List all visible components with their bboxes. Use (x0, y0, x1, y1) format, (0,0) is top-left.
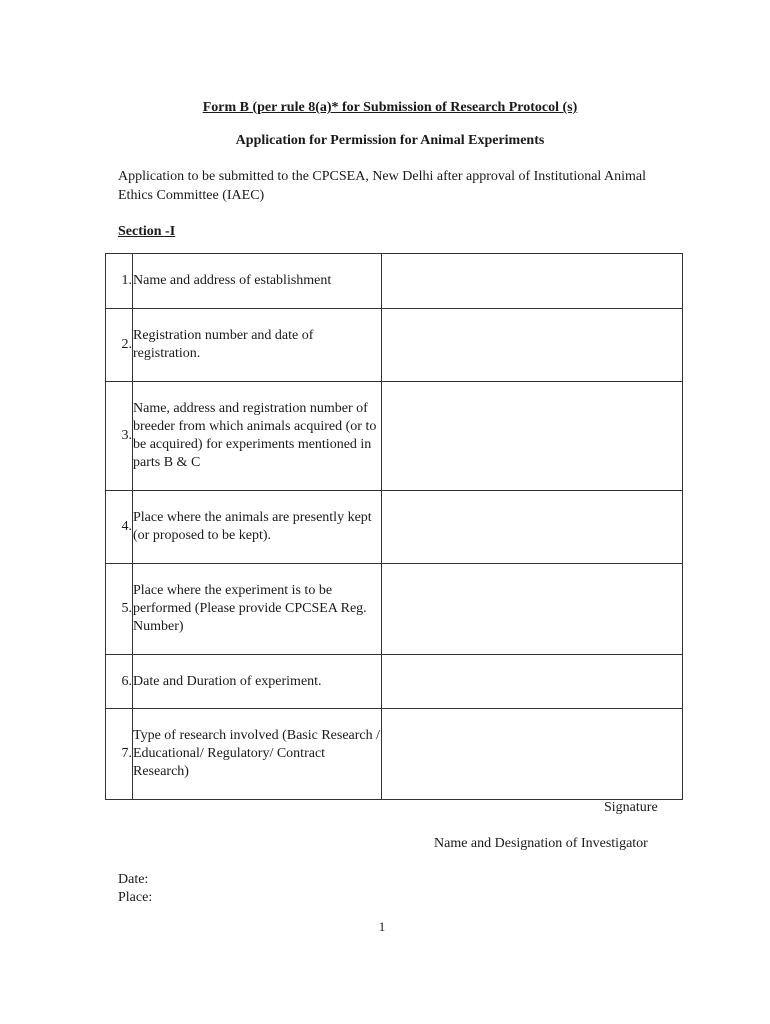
table-row (106, 709, 683, 800)
row-value-field[interactable] (382, 254, 683, 309)
row-value-field[interactable] (382, 655, 683, 709)
application-table (105, 253, 683, 800)
row-label: Name, address and registration number of breeder from which animals acquired (or to be acquired) for experiments mentioned in parts B & C (133, 382, 382, 491)
table-row (106, 564, 683, 655)
table-row (106, 491, 683, 564)
row-value-field[interactable] (382, 564, 683, 655)
row-label: Type of research involved (Basic Research / Educational/ Regulatory/ Contract Research) (133, 709, 382, 800)
row-number: 7. (106, 709, 133, 800)
row-number: 3. (106, 382, 133, 491)
row-label: Place where the experiment is to be performed (Please provide CPCSEA Reg. Number) (133, 564, 382, 655)
table-row (106, 309, 683, 382)
table-row (106, 382, 683, 491)
row-label: Place where the animals are presently kept (or proposed to be kept). (133, 491, 382, 564)
date-label: Date: (118, 872, 149, 887)
table-row (106, 655, 683, 709)
name-designation-label: Name and Designation of Investigator (434, 836, 648, 851)
intro-text: Application to be submitted to the CPCSEA, New Delhi after approval of Institutional Animal Ethics Committee (IAEC) (118, 169, 647, 203)
row-number: 5. (106, 564, 133, 655)
row-label: Date and Duration of experiment. (133, 655, 382, 709)
signature-label: Signature (604, 800, 658, 815)
row-number: 1. (106, 254, 133, 309)
form-title: Form B (per rule 8(a)* for Submission of Research Protocol (s) (202, 100, 578, 115)
row-label: Name and address of establishment (133, 254, 382, 309)
row-value-field[interactable] (382, 309, 683, 382)
form-subtitle: Application for Permission for Animal Experiments (235, 133, 545, 148)
row-value-field[interactable] (382, 382, 683, 491)
row-number: 2. (106, 309, 133, 382)
row-value-field[interactable] (382, 709, 683, 800)
row-value-field[interactable] (382, 491, 683, 564)
place-label: Place: (118, 890, 153, 905)
row-number: 6. (106, 655, 133, 709)
section-heading: Section -I (118, 224, 176, 239)
row-number: 4. (106, 491, 133, 564)
page-number: 1 (378, 919, 386, 934)
table-row (106, 254, 683, 309)
row-label: Registration number and date of registration. (133, 309, 382, 382)
